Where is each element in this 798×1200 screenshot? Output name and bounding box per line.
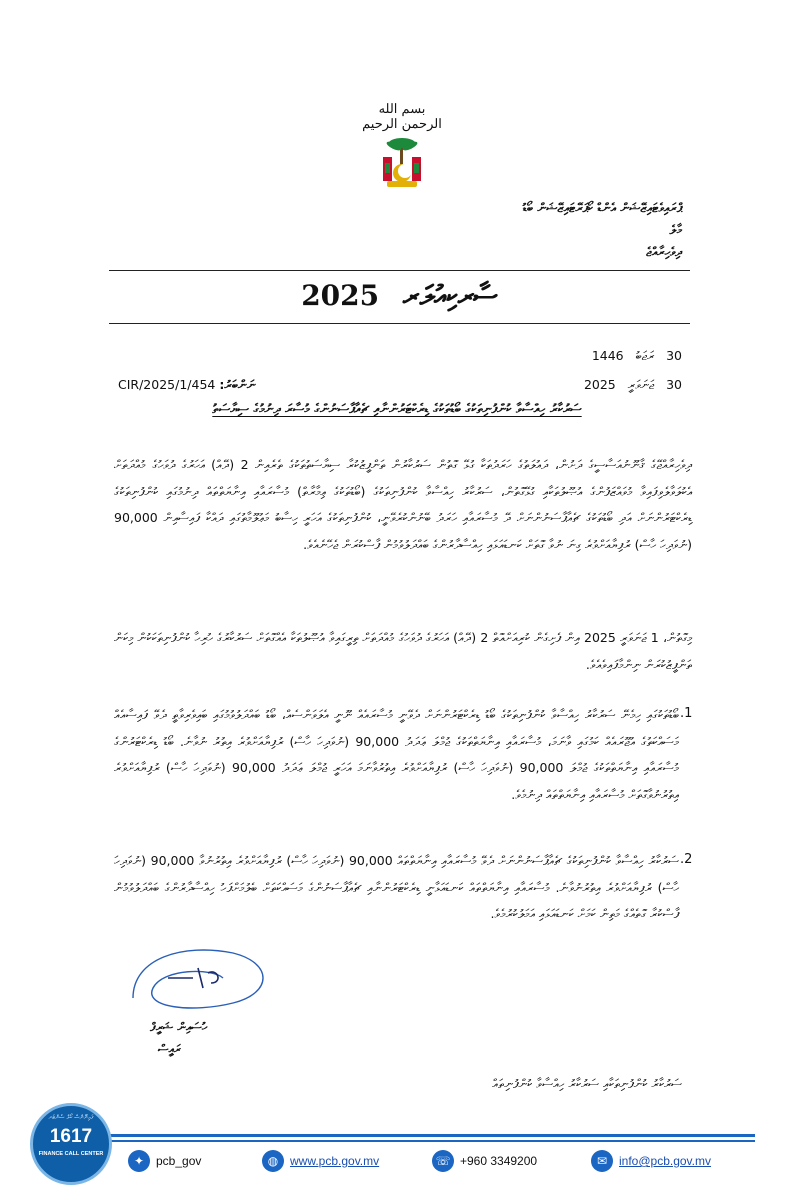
emblem-icon bbox=[380, 135, 424, 195]
hijri-year: 1446 bbox=[591, 348, 624, 363]
greg-day: 30 bbox=[666, 377, 682, 392]
title-year: 2025 bbox=[301, 279, 380, 312]
call-center-top-text: ފައިނޭންސް ކޯލް ސެންޓަރ bbox=[48, 1114, 94, 1121]
copy-to-line: ސަރުކާރު ކުންފުނިތަކާއި ސަރުކާރު ހިއްސާވާ ކުންފުނިތައް bbox=[492, 1076, 682, 1091]
circular-number-label: ނަންބަރު: bbox=[219, 377, 256, 392]
signatory-name: ހުސައިން ޝަރީފް bbox=[150, 1020, 208, 1034]
phone-icon: ☏ bbox=[432, 1150, 454, 1172]
sender-city: މާލެ bbox=[669, 222, 682, 237]
signature-icon bbox=[123, 938, 283, 1018]
globe-icon: ◍ bbox=[262, 1150, 284, 1172]
footer-rule bbox=[105, 1134, 755, 1137]
document-title bbox=[109, 279, 690, 313]
hijri-day: 30 bbox=[666, 348, 682, 363]
greg-month: ޖަނަވަރީ bbox=[627, 377, 655, 392]
circular-number bbox=[118, 377, 261, 393]
title-rule-top bbox=[109, 270, 690, 271]
twitter-handle[interactable]: pcb_gov bbox=[156, 1154, 202, 1168]
title-text: ސާރކިއުލަރ bbox=[402, 279, 498, 312]
call-center-label: FINANCE CALL CENTER bbox=[38, 1151, 104, 1157]
website-link[interactable]: www.pcb.gov.mv bbox=[290, 1154, 380, 1168]
subject-heading: ސަރުކާރު ހިއްސާވާ ކުންފުނިތަކުގެ ބޯޑުތަކުގެ ޑިރެކްޓަރުންނާއި ޗެއާޕާސަނުންގެ މުސާރަ ދިނުމުގެ ސިޔާސަތު bbox=[212, 402, 582, 417]
gregorian-date bbox=[576, 377, 682, 393]
twitter-icon: ✦ bbox=[128, 1150, 150, 1172]
footer-rule-thin bbox=[105, 1140, 755, 1142]
body-paragraph-1: ދިވެހިރާއްޖޭގެ ޤާނޫނުއަސާސީގެ ދަށުން، ދައުލަތުގެ ހަރަދުތަކާ ގުޅޭ ގޮތުން ސަރުކާރުން ތަންފީޒުކުރާ ސިޔާސަތުތަކުގެ ތެރެއިން 2 (ދޭއް) އަހަރުގެ ދުވަހުގެ މުއްދަތަށް އެކުލަވާލެވިފައިވާ މުވައްޒަފުންގެ އުޞޫލުތަކާއި ގުޅޭގޮތުން، ސަރުކާރު ހިއްސާވާ ކުންފުނިތަކުގެ (ބޯޑުތަކުގެ ޢިމާރާތް) މުސާރައާއި އިނާޔަތްތައް ދިނުމުގައި ކުންފުނިތަކުގެ ޑިރެކްޓަރުންނަށް އަދި ބޯޑުތަކުގެ ޗެއާޕާސަނުންނަށް ދޭ މުސާރައާއި ހަރަދު ބޭނުންކުރެވޭނީ، ކުންފުނިތަކުގެ އަހަރީ ހިސާބު މަޢުލޫމާތުގައި ދައްކާ ފައިސާއިން 90,000 (ނުވަދިހަ ހާސް) ރުފިޔާއަށްވުރެ ގިނަ ނުވާ ގޮތަށް ކަނޑައަޅައި ހިއްސާދާރުންގެ ބައްދަލުވުމުން ފާސްކުރަން ޖެހޭނެއެވެ. bbox=[114, 457, 692, 552]
list-item-2: ސަރުކާރު ހިއްސާވާ ކުންފުނިތަކުގެ ޗެއާޕާސަނުންނަށް ދެވޭ މުސާރައާއި އިނާޔަތްތައް 90,000 (ނުވަދިހަ ހާސް) ރުފިޔާއަށްވުރެ އިތުރުނުވާ 90,000 (ނުވަދިހަ ހާސް) ރުފިޔާއަށްވުރެ އިތުރުނުވާނެ. މުސާރައާއި އިނާޔަތްތައް ކަނޑައަޅާނީ ޑިރެކްޓަރުންނާއި ޗެއާޕާސަނުންގެ މަސައްކަތަށް ބެލުމަށްފަހު ހިއްސާދާރުންގެ ބައްދަލުވުމުން ފާސްކުރާ ގޮތެއްގެ މަތިން ކަމަށް ކަނޑައަޅައި އަމަލުކުރުމެވެ. bbox=[114, 853, 679, 921]
body-paragraph-2: މިގޮތުން، 1 ޖަނަވަރީ 2025 އިން ފެށިގެން ކުރިއަށްއޮތް 2 (ދޭއް) އަހަރުގެ ދުވަހުގެ މުއްދަތަށް ތިރީގައިވާ އުޞޫލުތަކާ އެއްގޮތަށް ސަރުކާރުގެ ހުރިހާ ކުންފުނިތަކަކުން މިކަން ތަންފީޒުކުރަން ނިންމާފައިވެއެވެ. bbox=[114, 630, 692, 672]
sender-name: ޕްރައިވެޓައިޒޭޝަން އެންޑް ކޯޕަރޭޓައިޒޭޝަން ބޯޑު bbox=[522, 200, 682, 215]
title-rule-bottom bbox=[109, 323, 690, 324]
bismillah-calligraphy: بسم الله الرحمن الرحيم bbox=[362, 102, 442, 132]
phone-number[interactable]: +960 3349200 bbox=[460, 1154, 538, 1168]
sender-country: ދިވެހިރާއްޖެ bbox=[646, 244, 682, 259]
email-link[interactable]: info@pcb.gov.mv bbox=[619, 1154, 711, 1168]
list-item-1: ބޯޑުތަކުގައި ހިމެނޭ ސަރުކާރު ހިއްސާވާ ކުންފުނިތަކުގެ ބޯޑު ޑިރެކްޓަރުންނަށް ދެވޭނީ މުސާރައެއް ނޫނީ އެލަވަންސެއް، ބޯޑު ބައްދަލުވުމުގައި ބައިވެރިވާތީ ދެވޭ ފައިސާއެއް މަސައްކަތުގެ އުޖޫރައެއް ކަމުގައި ވާނަމަ، މުސާރައާއި އިނާޔަތްތަކުގެ ޖުމްލަ ޢަދަދު 90,000 (ނުވަދިހަ ހާސް) ރުފިޔާއަށްވުރެ އިތުރު ނުވާނެ. ބޯޑު ޑިރެކްޓަރުންގެ މުސާރައާއި އިނާޔަތްތަކުގެ ޖުމްލަ 90,000 (ނުވަދިހަ ހާސް) ރުފިޔާއަށްވުރެ އިތުރުވާނަމަ އަހަރީ ޖުމްލަ ޢަދަދު 90,000 (ނުވަދިހަ ހާސް) ރުފިޔާއަށްވުރެ އިތުރުނުވާގޮތަށް މުސާރައާއި އިނާޔަތްތައް ދިނުމެވެ. bbox=[114, 707, 679, 802]
greg-year: 2025 bbox=[583, 377, 616, 392]
hijri-date bbox=[584, 348, 682, 364]
list-number-1: .1 bbox=[680, 706, 693, 721]
list-number-2: .2 bbox=[680, 852, 693, 867]
hijri-month: ރަޖަބު bbox=[635, 348, 655, 363]
signatory-title: ރައީސް bbox=[158, 1042, 181, 1056]
call-center-number: 1617 bbox=[49, 1126, 93, 1147]
circular-number-value: 454/CIR/2025/1 bbox=[118, 377, 216, 392]
email-icon: ✉ bbox=[591, 1150, 613, 1172]
